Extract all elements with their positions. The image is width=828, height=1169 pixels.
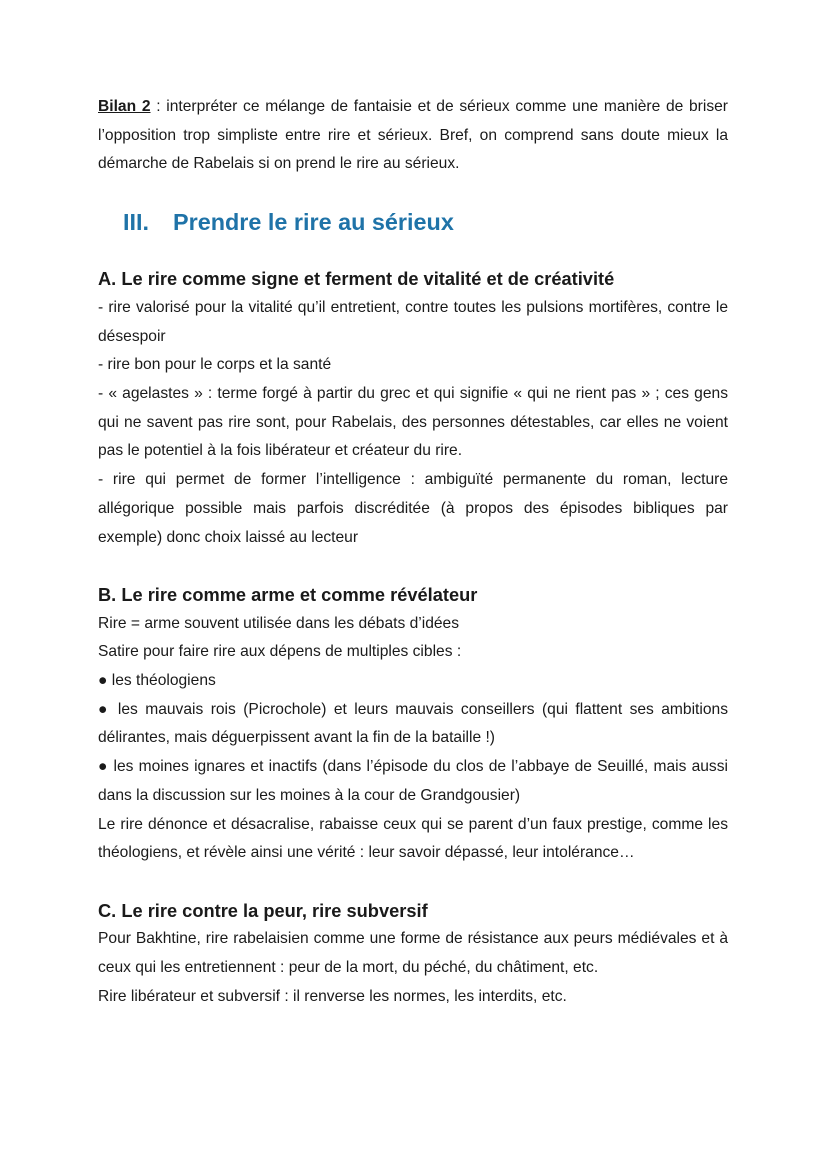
part-c-paragraph: Rire libérateur et subversif : il renverse les normes, les interdits, etc.: [98, 987, 567, 1005]
part-a-paragraph: - « agelastes » : terme forgé à partir du grec et qui signifie « qui ne rient pas » ; ces gens qui ne savent pas rire sont, pour Rabelais, des personnes détestables, car elles ne voient pas le potentiel à la fois libérateur et créateur du rire.: [98, 385, 728, 460]
spacer: [98, 868, 728, 897]
part-a-heading: A. Le rire comme signe et ferment de vitalité et de créativité: [98, 268, 615, 290]
bilan-text: : interpréter ce mélange de fantaisie et de sérieux comme une manière de briser l’opposition trop simpliste entre rire et sérieux. Bref, on comprend sans doute mieux la démarche de Rabelais si on prend le rire au sérieux.: [98, 98, 728, 173]
part-a-paragraph: - rire valorisé pour la vitalité qu’il entretient, contre toutes les pulsions mortifères, contre le désespoir: [98, 298, 728, 345]
part-b-bullet: ● les mauvais rois (Picrochole) et leurs mauvais conseillers (qui flattent ses ambitions délirantes, mais déguerpissent avant la fin de la bataille !): [98, 700, 728, 747]
part-a-paragraph: - rire bon pour le corps et la santé: [98, 356, 332, 374]
part-a-paragraph: - rire qui permet de former l’intelligence : ambiguïté permanente du roman, lecture allégorique possible mais parfois discréditée (à propos des épisodes bibliques par exemple) donc choix laissé au lecteur: [98, 471, 728, 546]
bilan-paragraph: [98, 93, 728, 179]
part-b-bullet: ● les théologiens: [98, 672, 216, 690]
section-number: III.: [123, 208, 149, 235]
section-heading: [98, 208, 728, 237]
part-b-paragraph: Le rire dénonce et désacralise, rabaisse ceux qui se parent d’un faux prestige, comme les théologiens, et révèle ainsi une vérité : leur savoir dépassé, leur intolérance…: [98, 815, 728, 862]
part-b-paragraph: Satire pour faire rire aux dépens de multiples cibles :: [98, 643, 462, 661]
document-page: [98, 93, 728, 1011]
bilan-label: Bilan 2: [98, 98, 151, 115]
section-title: Prendre le rire au sérieux: [173, 208, 454, 235]
part-b-bullet: ● les moines ignares et inactifs (dans l’épisode du clos de l’abbaye de Seuillé, mais aussi dans la discussion sur les moines à la cour de Grandgousier): [98, 758, 728, 804]
spacer: [98, 552, 728, 581]
part-b-heading: B. Le rire comme arme et comme révélateur: [98, 583, 478, 605]
part-c-heading: C. Le rire contre la peur, rire subversif: [98, 899, 428, 921]
part-c-paragraph: Pour Bakhtine, rire rabelaisien comme une forme de résistance aux peurs médiévales et à ceux qui les entretiennent : peur de la mort, du péché, du châtiment, etc.: [98, 930, 728, 977]
part-b-paragraph: Rire = arme souvent utilisée dans les débats d’idées: [98, 614, 460, 632]
